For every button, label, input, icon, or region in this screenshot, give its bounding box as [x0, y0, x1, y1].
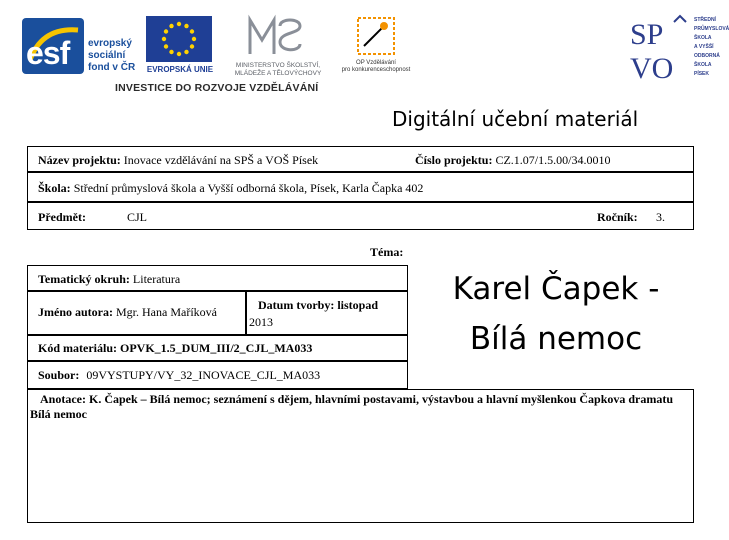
eu-star-icon: [169, 24, 173, 28]
skola-value: Střední průmyslová škola a Vyšší odborná škola, Písek, Karla Čapka 402: [73, 181, 424, 195]
op-mark-icon: [356, 16, 396, 56]
eu-text: EVROPSKÁ UNIE: [146, 65, 214, 74]
svg-text:VO: VO: [630, 52, 674, 85]
eu-star-icon: [190, 29, 194, 33]
autor-label: Jméno autora:: [38, 305, 113, 319]
eu-star-icon: [192, 37, 196, 41]
projekt-value: Inovace vzdělávání na SPŠ a VOŠ Písek: [123, 153, 319, 167]
anotace-field: [30, 392, 682, 422]
rocnik-value: 3.: [656, 210, 665, 224]
msmt-text: [218, 62, 338, 78]
eu-star-icon: [184, 50, 188, 54]
soubor-value: 09VYSTUPY/VY_32_INOVACE_CJL_MA033: [86, 368, 321, 382]
eu-logo: [140, 14, 220, 78]
cislo-field: [415, 153, 610, 167]
cislo-label: Číslo projektu:: [415, 153, 493, 167]
cislo-value: CZ.1.07/1.5.00/34.0010: [495, 153, 611, 167]
kod-field: [38, 341, 312, 355]
op-logo: [340, 14, 412, 78]
projekt-label: Název projektu:: [38, 153, 121, 167]
anotace-value: K. Čapek – Bílá nemoc; seznámení s dějem, hlavními postavami, výstavbou a hlavní myšlenkou Čapkova dramatu Bílá nemoc: [30, 392, 674, 421]
projekt-field: [38, 153, 318, 167]
esf-text-line: sociální: [88, 50, 126, 61]
eu-star-icon: [184, 24, 188, 28]
esf-logo: [22, 18, 137, 78]
autor-value: Mgr. Hana Maříková: [116, 305, 217, 319]
rocnik-label: Ročník:: [597, 210, 638, 224]
investice-tagline: INVESTICE DO ROZVOJE VZDĚLÁVÁNÍ: [115, 82, 319, 94]
esf-mark: esf: [26, 35, 70, 71]
spsvos-mark-icon: [628, 12, 692, 84]
spsvos-text-line: STŘEDNÍ: [694, 17, 716, 23]
spsvos-text-line: PRŮMYSLOVÁ: [694, 26, 729, 32]
skola-field: [38, 181, 423, 195]
spsvos-text-line: ŠKOLA: [694, 62, 712, 68]
eu-star-icon: [164, 44, 168, 48]
eu-star-icon: [169, 50, 173, 54]
msmt-logo: [218, 12, 338, 78]
soubor-label: Soubor:: [38, 368, 80, 382]
anotace-label: Anotace:: [40, 392, 86, 406]
kod-label: Kód materiálu:: [38, 341, 117, 355]
kod-value: OPVK_1.5_DUM_III/2_CJL_MA033: [120, 341, 313, 355]
topic-line: Bílá nemoc: [469, 321, 643, 357]
page-title: Digitální učební materiál: [392, 107, 639, 131]
topic-title: [418, 264, 694, 364]
datum-label: Datum tvorby: listopad: [258, 298, 379, 312]
eu-star-icon: [190, 44, 194, 48]
okruh-value: Literatura: [132, 272, 181, 286]
msmt-mark-icon: [246, 16, 306, 58]
okruh-label: Tematický okruh:: [38, 272, 130, 286]
topic-line: Karel Čapek -: [452, 271, 660, 307]
autor-field: [38, 305, 217, 319]
esf-text: [88, 38, 135, 74]
svg-text:SP: SP: [630, 18, 664, 51]
eu-star-icon: [164, 29, 168, 33]
spsvos-text: [694, 16, 729, 79]
eu-star-icon: [162, 37, 166, 41]
op-text-line: OP Vzdělávání: [356, 60, 396, 66]
eu-star-icon: [177, 52, 181, 56]
predmet-value: CJL: [127, 210, 148, 224]
tema-label: Téma:: [370, 245, 404, 259]
skola-label: Škola:: [38, 181, 71, 195]
spsvos-text-line: ŠKOLA: [694, 35, 712, 41]
soubor-field: [38, 368, 320, 382]
spsvos-text-line: PÍSEK: [694, 71, 710, 77]
op-text-line: pro konkurenceschopnost: [341, 67, 411, 73]
predmet-label: Předmět:: [38, 210, 86, 224]
spsvos-text-line: ODBORNÁ: [694, 53, 720, 59]
msmt-text-line: MINISTERSTVO ŠKOLSTVÍ,: [235, 62, 321, 69]
spsvos-text-line: A VYŠŠÍ: [694, 44, 714, 50]
eu-flag-icon: [146, 16, 212, 62]
op-text: [336, 60, 416, 74]
datum-value: 2013: [249, 315, 273, 329]
spsvos-logo: [628, 12, 729, 85]
esf-text-line: fond v ČR: [88, 62, 136, 73]
eu-star-icon: [177, 22, 181, 26]
okruh-field: [38, 272, 180, 286]
esf-text-line: evropský: [88, 38, 132, 49]
msmt-text-line: MLÁDEŽE A TĚLOVÝCHOVY: [234, 70, 322, 77]
